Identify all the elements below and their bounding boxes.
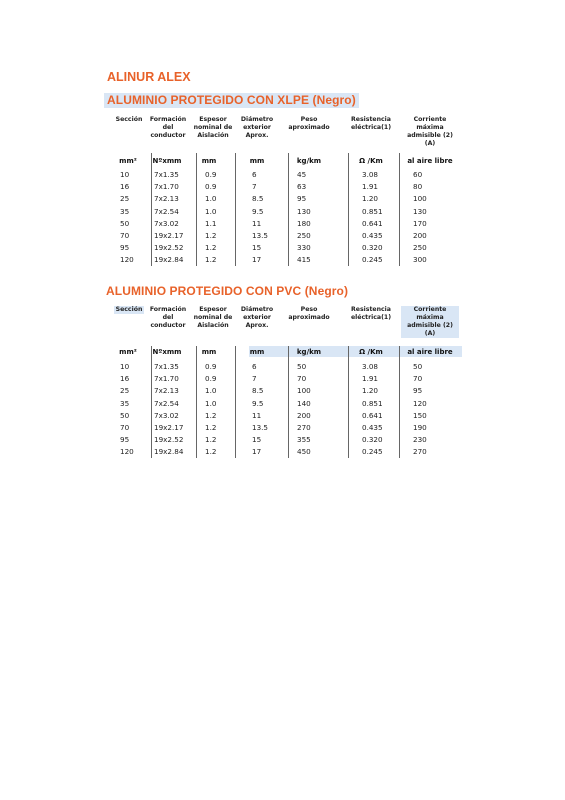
table-cell: 63	[297, 182, 307, 192]
column-header: Espesor nominal de Aislación	[193, 306, 233, 329]
column-divider	[288, 153, 289, 266]
unit-label: Nºxmm	[152, 157, 182, 165]
table-cell: 13.5	[252, 231, 269, 240]
table-cell: 70	[413, 374, 423, 384]
table-cell: 13.5	[252, 423, 269, 432]
unit-label: al aire libre	[407, 348, 453, 356]
table-cell: 0.9	[205, 362, 217, 371]
table-cell: 7x1.35	[154, 170, 179, 179]
table-cell: 355	[297, 435, 311, 445]
table-cell: 180	[297, 218, 311, 228]
column-header: Sección	[115, 306, 143, 313]
unit-label: kg/km	[296, 348, 322, 356]
table-cell: 11	[252, 410, 262, 420]
table-cell: 10	[120, 362, 130, 371]
column-header: Resistencia eléctrica(1)	[350, 116, 392, 131]
table-cell: 25	[120, 386, 130, 396]
unit-label: mm	[249, 157, 265, 165]
column-header: Peso aproximado	[288, 116, 330, 131]
table-cell: 95	[413, 386, 423, 396]
table-cell: 95	[297, 194, 307, 204]
table-cell: 1.2	[205, 243, 217, 253]
table-cell: 10	[120, 170, 130, 179]
column-divider	[235, 346, 236, 458]
table-cell: 0.245	[362, 255, 383, 265]
table-cell: 9.5	[252, 206, 264, 216]
table-cell: 35	[120, 206, 130, 216]
table-cell: 0.9	[205, 170, 217, 179]
table-cell: 0.851	[362, 206, 383, 216]
table-cell: 0.320	[362, 243, 383, 253]
table-cell: 7x2.54	[154, 206, 179, 216]
table-cell: 170	[413, 218, 427, 228]
table-cell: 120	[120, 255, 134, 265]
column-divider	[151, 346, 152, 458]
unit-label: mm	[249, 348, 265, 356]
table-cell: 330	[297, 243, 311, 253]
table-cell: 150	[413, 410, 427, 420]
table-cell: 0.9	[205, 182, 217, 192]
table-cell: 270	[413, 447, 427, 457]
table-cell: 70	[120, 423, 130, 432]
table-cell: 1.2	[205, 423, 217, 432]
table-cell: 7x3.02	[154, 410, 179, 420]
table-cell: 415	[297, 255, 311, 265]
table-cell: 0.641	[362, 410, 383, 420]
table-cell: 19x2.84	[154, 255, 184, 265]
table-cell: 50	[297, 362, 307, 371]
table-cell: 19x2.52	[154, 243, 184, 253]
table-cell: 200	[413, 231, 427, 240]
table-cell: 7x2.13	[154, 386, 179, 396]
column-divider	[348, 346, 349, 458]
table-cell: 0.435	[362, 231, 383, 240]
table-cell: 50	[413, 362, 423, 371]
unit-label: al aire libre	[407, 157, 453, 165]
table-cell: 6	[252, 170, 257, 179]
table-cell: 95	[120, 243, 130, 253]
table-cell: 250	[413, 243, 427, 253]
table-cell: 19x2.17	[154, 423, 184, 432]
table-cell: 11	[252, 218, 262, 228]
table-cell: 17	[252, 255, 262, 265]
table-cell: 7x3.02	[154, 218, 179, 228]
column-divider	[196, 153, 197, 266]
table-cell: 16	[120, 374, 130, 384]
table-cell: 7	[252, 182, 257, 192]
table-cell: 8.5	[252, 194, 264, 204]
column-header: Diámetro exterior Aprox.	[240, 116, 274, 139]
table-cell: 270	[297, 423, 311, 432]
column-divider	[288, 346, 289, 458]
table-cell: 15	[252, 243, 262, 253]
table-cell: 0.851	[362, 398, 383, 408]
column-header: Formación del conductor	[149, 306, 187, 329]
unit-label: mm²	[119, 348, 137, 356]
table-cell: 1.2	[205, 435, 217, 445]
table-cell: 19x2.52	[154, 435, 184, 445]
table-cell: 8.5	[252, 386, 264, 396]
table-cell: 15	[252, 435, 262, 445]
table-cell: 50	[120, 218, 130, 228]
column-header: Espesor nominal de Aislación	[193, 116, 233, 139]
table-cell: 60	[413, 170, 423, 179]
table-2-title: ALUMINIO PROTEGIDO CON PVC (Negro)	[106, 284, 349, 298]
table-cell: 1.0	[205, 194, 217, 204]
table-cell: 45	[297, 170, 307, 179]
table-cell: 3.08	[362, 362, 379, 371]
column-header: Corriente máxima admisible (2) (A)	[401, 306, 459, 338]
table-cell: 190	[413, 423, 427, 432]
table-cell: 100	[413, 194, 427, 204]
table-cell: 16	[120, 182, 130, 192]
table-cell: 80	[413, 182, 423, 192]
table-cell: 0.9	[205, 374, 217, 384]
table-cell: 7x2.13	[154, 194, 179, 204]
column-header: Formación del conductor	[149, 116, 187, 139]
table-cell: 3.08	[362, 170, 379, 179]
table-cell: 1.91	[362, 374, 379, 384]
table-cell: 1.2	[205, 231, 217, 240]
table-cell: 7x2.54	[154, 398, 179, 408]
table-cell: 19x2.17	[154, 231, 184, 240]
table-cell: 95	[120, 435, 130, 445]
table-cell: 7	[252, 374, 257, 384]
table-cell: 1.2	[205, 410, 217, 420]
table-cell: 6	[252, 362, 257, 371]
column-divider	[196, 346, 197, 458]
table-cell: 0.641	[362, 218, 383, 228]
table-cell: 450	[297, 447, 311, 457]
table-cell: 130	[413, 206, 427, 216]
table-cell: 70	[120, 231, 130, 240]
table-cell: 0.435	[362, 423, 383, 432]
table-cell: 1.91	[362, 182, 379, 192]
unit-label: kg/km	[296, 157, 322, 165]
column-divider	[235, 153, 236, 266]
table-cell: 35	[120, 398, 130, 408]
table-cell: 250	[297, 231, 311, 240]
table-cell: 1.0	[205, 398, 217, 408]
table-cell: 200	[297, 410, 311, 420]
brand-title: ALINUR ALEX	[107, 70, 191, 84]
table-cell: 70	[297, 374, 307, 384]
table-cell: 25	[120, 194, 130, 204]
table-cell: 7x1.70	[154, 374, 179, 384]
table-cell: 130	[297, 206, 311, 216]
column-divider	[151, 153, 152, 266]
column-divider	[348, 153, 349, 266]
table-cell: 120	[120, 447, 134, 457]
table-cell: 1.0	[205, 206, 217, 216]
table-cell: 7x1.70	[154, 182, 179, 192]
column-header: Resistencia eléctrica(1)	[350, 306, 392, 321]
table-cell: 300	[413, 255, 427, 265]
table-cell: 9.5	[252, 398, 264, 408]
table-cell: 1.1	[205, 218, 217, 228]
table-cell: 19x2.84	[154, 447, 184, 457]
unit-label: mm²	[119, 157, 137, 165]
table-1-title: ALUMINIO PROTEGIDO CON XLPE (Negro)	[104, 93, 359, 108]
table-cell: 7x1.35	[154, 362, 179, 371]
unit-label: mm	[201, 348, 217, 356]
table-cell: 1.0	[205, 386, 217, 396]
column-header: Peso aproximado	[288, 306, 330, 321]
table-cell: 140	[297, 398, 311, 408]
table-cell: 100	[297, 386, 311, 396]
column-header: Diámetro exterior Aprox.	[240, 306, 274, 329]
unit-label: Nºxmm	[152, 348, 182, 356]
table-cell: 230	[413, 435, 427, 445]
column-divider	[399, 346, 400, 458]
table-cell: 0.245	[362, 447, 383, 457]
table-cell: 50	[120, 410, 130, 420]
unit-label: Ω /Km	[359, 348, 383, 356]
table-cell: 0.320	[362, 435, 383, 445]
table-cell: 1.2	[205, 255, 217, 265]
column-divider	[399, 153, 400, 266]
column-header: Corriente máxima admisible (2) (A)	[407, 116, 453, 147]
table-cell: 1.20	[362, 386, 379, 396]
column-header: Sección	[115, 116, 143, 123]
unit-label: mm	[201, 157, 217, 165]
table-cell: 17	[252, 447, 262, 457]
unit-label: Ω /Km	[359, 157, 383, 165]
table-cell: 1.2	[205, 447, 217, 457]
table-cell: 120	[413, 398, 427, 408]
table-cell: 1.20	[362, 194, 379, 204]
